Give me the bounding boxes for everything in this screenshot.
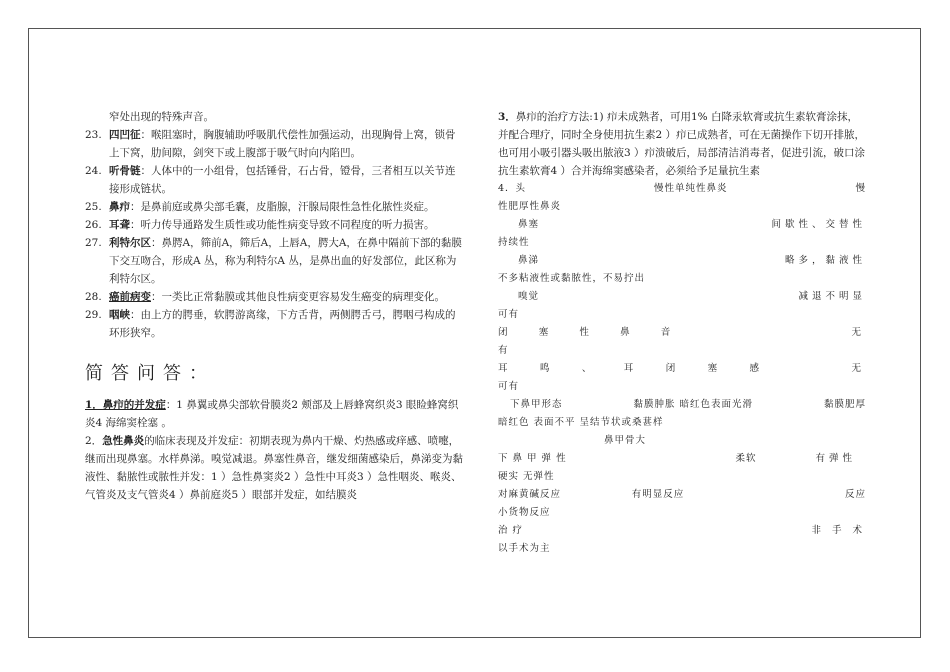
table-cell: 减退不明显 bbox=[798, 291, 866, 302]
term-number: 23. bbox=[85, 129, 102, 141]
term-number: 24. bbox=[85, 165, 102, 177]
table-cell: 鼻 bbox=[620, 327, 631, 338]
term-definition: ：鼻腭A，筛前A，筛后A，上唇A，腭大A，在鼻中隔前下部的黏膜下交互吻合，形成A 丛，称为利特尔A 丛，是鼻出血的好发部位，此区称为利特尔区。 bbox=[109, 237, 462, 285]
table-cell: 有 bbox=[498, 345, 509, 356]
table-cell: 不多粘液性或黏脓性，不易拧出 bbox=[498, 273, 646, 284]
table-cell: 慢 bbox=[855, 183, 866, 194]
comparison-table bbox=[498, 180, 866, 558]
table-cell: 暗红色 表面不平 呈结节状或桑葚样 bbox=[498, 417, 664, 428]
table-cell: 鼻甲骨大 bbox=[604, 435, 647, 446]
table-cell: 音 bbox=[660, 327, 672, 338]
term-number: 28. bbox=[85, 291, 102, 303]
table-cell: 有明显反应 bbox=[631, 489, 685, 500]
term-definition: ：一类比正常黏膜或其他良性病变更容易发生癌变的病理变化。 bbox=[151, 291, 445, 303]
table-cell: 非 手 术 bbox=[811, 525, 866, 536]
table-cell: 、 bbox=[581, 363, 593, 374]
table-cell: 耳 bbox=[623, 363, 635, 374]
term-item-27 bbox=[85, 234, 463, 288]
table-cell: 塞 bbox=[707, 363, 719, 374]
table-cell: 嗅觉 bbox=[518, 291, 540, 302]
table-row bbox=[498, 522, 866, 540]
table-row bbox=[498, 360, 866, 378]
table-cell: 以手术为主 bbox=[498, 543, 551, 554]
question-3 bbox=[498, 108, 866, 180]
term-item-29 bbox=[85, 306, 463, 342]
table-cell: 无 bbox=[851, 363, 862, 374]
table-cell: 无 bbox=[851, 327, 862, 338]
table-cell: 略多，黏液性 bbox=[784, 255, 866, 266]
question-2-number: 2． bbox=[85, 435, 103, 447]
table-cell: 感 bbox=[749, 363, 761, 374]
table-cell: 4．头 bbox=[498, 183, 527, 194]
term-number: 25. bbox=[85, 201, 102, 213]
term-definition: ：喉阻塞时，胸腹辅助呼吸肌代偿性加强运动，出现胸骨上窝，锁骨上下窝，肋间隙，剑突下或上腹部于吸气时向内陷凹。 bbox=[109, 129, 456, 159]
table-cell: 有弹性 bbox=[815, 453, 856, 464]
question-2-text: 的临床表现及并发症：初期表现为鼻内干燥、灼热感或痒感、喷嚏，继而出现鼻塞。水样鼻涕。嗅觉减退。鼻塞性鼻音，继发细菌感染后，鼻涕变为黏液性、黏脓性或脓性并发：1 ）急性鼻窦炎2 ）急性中耳炎3 ）急性咽炎、喉炎、气管炎及支气管炎4 ）鼻前庭炎5 ）眼部并发症，如结膜炎 bbox=[85, 435, 463, 501]
term-item-23 bbox=[85, 126, 463, 162]
table-cell: 黏膜肥厚 bbox=[823, 399, 866, 410]
table-row bbox=[498, 486, 866, 504]
table-cell: 持续性 bbox=[498, 237, 530, 248]
question-2 bbox=[85, 432, 463, 504]
term-definition: ：由上方的腭垂，软腭游离缘，下方舌背，两侧腭舌弓，腭咽弓构成的环形狭窄。 bbox=[109, 309, 456, 339]
table-cell: 闭 bbox=[498, 327, 509, 338]
question-2-term: 急性鼻炎 bbox=[102, 435, 145, 447]
table-cell: 对麻黄碱反应 bbox=[498, 489, 562, 500]
table-cell: 治 疗 bbox=[498, 525, 524, 536]
right-column bbox=[498, 108, 866, 558]
term-item-25 bbox=[85, 198, 463, 216]
term-item-26 bbox=[85, 216, 463, 234]
table-cell: 可有 bbox=[498, 309, 520, 320]
question-3-number: 3． bbox=[498, 111, 516, 123]
table-cell: 慢性单纯性鼻炎 bbox=[654, 183, 728, 194]
table-cell: 性肥厚性鼻炎 bbox=[498, 201, 562, 212]
term-title: 咽峡 bbox=[109, 309, 130, 321]
table-row bbox=[498, 288, 866, 306]
term-title: 耳聋 bbox=[109, 219, 130, 231]
term-title: 癌前病变 bbox=[109, 291, 151, 303]
table-row bbox=[498, 324, 866, 342]
term-definition: ：听力传导通路发生质性或功能性病变导致不同程度的听力损害。 bbox=[130, 219, 435, 231]
table-cell: 性 bbox=[579, 327, 590, 338]
table-cell: 下 鼻 甲 弹 性 bbox=[498, 453, 567, 464]
term-title: 四凹征 bbox=[109, 129, 141, 141]
table-row bbox=[498, 180, 866, 198]
question-1 bbox=[85, 396, 463, 432]
table-row bbox=[498, 396, 866, 414]
question-1-text: ：1 鼻翼或鼻尖部软骨膜炎2 颊部及上唇蜂窝织炎3 眼睑蜂窝织炎4 海绵窦栓塞 。 bbox=[85, 399, 459, 429]
term-item-28 bbox=[85, 288, 463, 306]
table-cell: 鸣 bbox=[539, 363, 551, 374]
table-cell: 黏膜肿胀 暗红色表面光滑 bbox=[633, 399, 754, 410]
section-heading: 简答问答： bbox=[85, 363, 215, 384]
table-cell: 小货物反应 bbox=[498, 507, 551, 518]
table-cell: 鼻涕 bbox=[518, 255, 540, 266]
table-cell: 耳 bbox=[498, 363, 509, 374]
table-row bbox=[498, 450, 866, 468]
term-title: 听骨链 bbox=[109, 165, 141, 177]
term-definition: ：是鼻前庭或鼻尖部毛囊，皮脂腺，汗腺局限性急性化脓性炎症。 bbox=[130, 201, 435, 213]
table-cell: 塞 bbox=[538, 327, 550, 338]
term-title: 利特尔区 bbox=[109, 237, 151, 249]
term-title: 鼻疖 bbox=[109, 201, 130, 213]
question-1-label: 1．鼻疖的并发症 bbox=[85, 399, 166, 411]
table-cell: 可有 bbox=[498, 381, 520, 392]
term-definition: ：人体中的一小组骨，包括锤骨，石占骨，镫骨，三者相互以关节连接形成链状。 bbox=[109, 165, 456, 195]
table-cell: 硬实 无弹性 bbox=[498, 471, 555, 482]
table-cell: 鼻塞 bbox=[518, 219, 540, 230]
table-cell: 柔软 bbox=[735, 453, 757, 464]
term-item-24 bbox=[85, 162, 463, 198]
table-cell: 间歇性、交替性 bbox=[771, 219, 866, 230]
term-number: 27. bbox=[85, 237, 102, 249]
term-number: 29. bbox=[85, 309, 102, 321]
continued-text: 窄处出现的特殊声音。 bbox=[109, 111, 214, 123]
table-cell: 反应 bbox=[844, 489, 866, 500]
table-row bbox=[498, 216, 866, 234]
table-row bbox=[498, 252, 866, 270]
left-column bbox=[85, 108, 463, 504]
term-number: 26. bbox=[85, 219, 102, 231]
table-cell: 闭 bbox=[665, 363, 677, 374]
table-cell: 下鼻甲形态 bbox=[510, 399, 563, 410]
question-3-text: 鼻疖的治疗方法:1) 疖未成熟者，可用1% 白降汞软膏或抗生素软膏涂抹，并配合理疗，同时全身使用抗生素2 ）疖已成熟者，可在无菌操作下切开排脓，也可用小吸引器头吸出脓液3 ）疖溃破后，局部清洁消毒者，促进引流，破口涂抗生素软膏4 ）合并海绵窦感染者，必须给予足量抗生素 bbox=[498, 111, 866, 177]
